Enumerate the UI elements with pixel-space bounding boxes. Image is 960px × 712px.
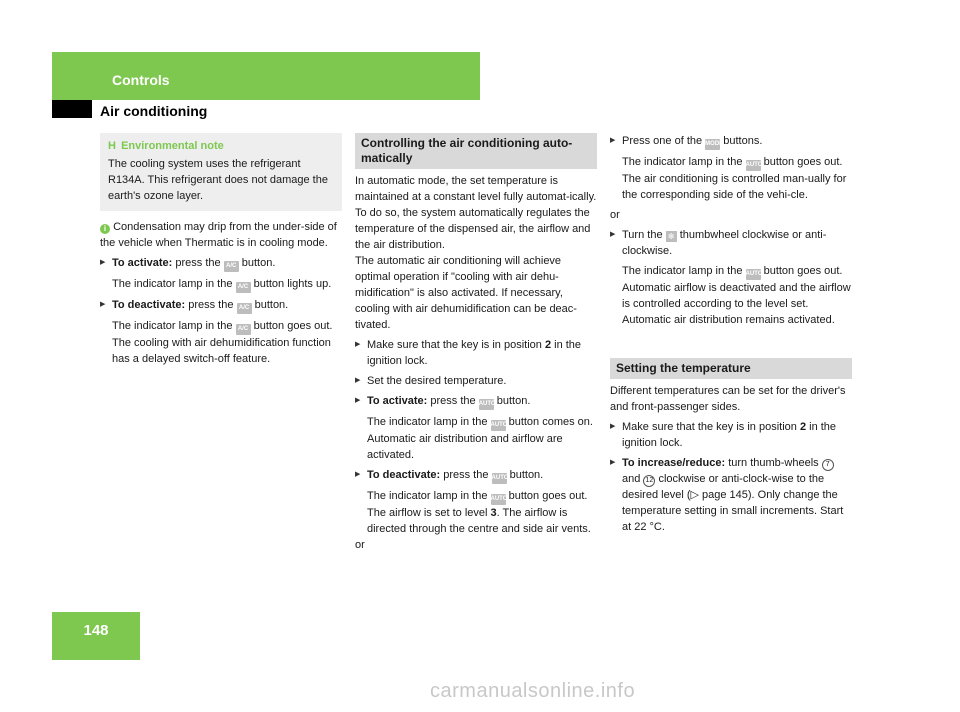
or-text: or xyxy=(610,209,620,221)
auto-activate-step: ▶ To activate: press the AUTO button. xyxy=(355,393,597,410)
note-text: The cooling system uses the refrigerant R134A. This refrigerant does not damage the earth's ozone layer. xyxy=(108,158,328,202)
bulb-icon: H xyxy=(108,140,116,152)
ac-button-icon: A/C xyxy=(236,282,251,293)
auto-intro-2: The automatic air conditioning will achieve optimal operation if "cooling with air dehu-midification" is also activated. If necessary, cooling with air dehumidification can be deac-tivated. xyxy=(355,255,577,331)
auto-deactivate-result: The indicator lamp in the AUTO button goes out. The airflow is set to level 3. The airflow is directed through the centre and side air vents. xyxy=(367,490,591,535)
page-reference-link[interactable]: page 145). Only change the temperature setting in small increments. Start at 22 °C. xyxy=(622,489,844,533)
temperature-intro: Different temperatures can be set for the driver's and front-passenger sides. xyxy=(610,385,846,413)
deactivate-step: ▶ To deactivate: press the A/C button. xyxy=(100,297,342,314)
thumbwheel-7-marker: 7 xyxy=(822,459,834,471)
auto-button-icon: AUTO xyxy=(491,420,506,431)
page-title: Air conditioning xyxy=(100,103,208,119)
info-paragraph: i Condensation may drip from the under-side of the vehicle when Thermatic is in cooling mode. xyxy=(100,221,337,249)
thumbwheel-12-marker: 12 xyxy=(643,475,655,487)
activate-result: The indicator lamp in the A/C button lights up. xyxy=(100,276,342,293)
mode-step: ▶ Press one of the MODE buttons. xyxy=(610,133,852,150)
column-3 xyxy=(610,133,852,535)
ac-button-icon: A/C xyxy=(224,261,239,272)
auto-deactivate-step: ▶ To deactivate: press the AUTO button. xyxy=(355,467,597,484)
ac-button-icon: A/C xyxy=(237,303,252,314)
auto-button-icon: AUTO xyxy=(746,269,761,280)
increase-reduce-step: ▶ To increase/reduce: turn thumb-wheels 7 and 12 clockwise or anti-clock-wise to the desired level (▷ page 145). Only change the temperature setting in small increments. Start at 22 °C. xyxy=(610,455,852,535)
environmental-note xyxy=(100,133,342,211)
section-title: Controls xyxy=(112,72,170,88)
column-2 xyxy=(355,133,597,553)
key-position-step: ▶ Make sure that the key is in position 2 in the ignition lock. xyxy=(355,337,597,369)
thumbwheel-result: The indicator lamp in the AUTO button goes out. Automatic airflow is deactivated and the airflow is controlled according to the level set. Automatic air distribution remains activated. xyxy=(622,265,851,326)
set-temperature-step: ▶ Set the desired temperature. xyxy=(355,373,597,389)
watermark: carmanualsonline.info xyxy=(430,680,636,702)
auto-button-icon: AUTO xyxy=(491,494,506,505)
auto-button-icon: AUTO xyxy=(479,399,494,410)
mode-button-icon: MODE xyxy=(705,139,720,150)
header-marker xyxy=(52,100,92,118)
column-1 xyxy=(100,133,342,367)
deactivate-result: The indicator lamp in the A/C button goes out. The cooling with air dehumidification function has a delayed switch-off feature. xyxy=(112,320,333,365)
or-text: or xyxy=(355,539,365,551)
mode-result: The indicator lamp in the AUTO button goes out. The air conditioning is controlled man-ually for the corresponding side of the vehi-cle. xyxy=(622,156,847,201)
ac-button-icon: A/C xyxy=(236,324,251,335)
auto-button-icon: AUTO xyxy=(492,473,507,484)
auto-activate-result: The indicator lamp in the AUTO button comes on. Automatic air distribution and airflow are activated. xyxy=(367,416,593,461)
info-icon: i xyxy=(100,224,110,234)
thumbwheel-step: ▶ Turn the ✻ thumbwheel clockwise or anti-clockwise. xyxy=(610,227,852,259)
page-ref-arrow-icon: ▷ xyxy=(690,489,699,501)
activate-step: ▶ To activate: press the A/C button. xyxy=(100,255,342,272)
section-heading-temperature: Setting the temperature xyxy=(610,358,852,379)
page-number: 148 xyxy=(83,622,109,639)
auto-button-icon: AUTO xyxy=(746,160,761,171)
key-position-step: ▶ Make sure that the key is in position 2 in the ignition lock. xyxy=(610,419,852,451)
auto-intro: In automatic mode, the set temperature is maintained at a constant level fully automat-ically. To do so, the system automatically regulates the temperature of the dispensed air, the airflow and the air distribution. xyxy=(355,175,597,251)
fan-icon: ✻ xyxy=(666,231,677,242)
section-heading-auto: Controlling the air conditioning auto-matically xyxy=(355,133,597,169)
note-heading: H Environmental note xyxy=(108,140,224,152)
